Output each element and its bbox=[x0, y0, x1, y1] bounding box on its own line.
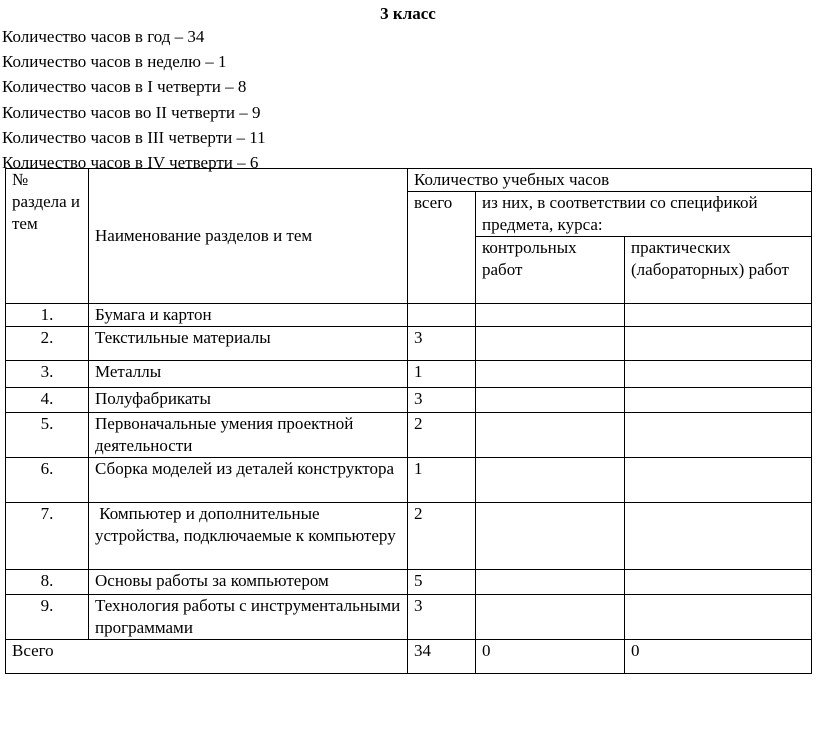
row-practical bbox=[625, 388, 812, 413]
table-row bbox=[6, 413, 812, 458]
row-control bbox=[476, 361, 625, 388]
row-control bbox=[476, 595, 625, 640]
row-practical bbox=[625, 458, 812, 503]
row-control bbox=[476, 503, 625, 570]
hours-per-week: Количество часов в неделю – 1 bbox=[2, 52, 227, 72]
header-control: контрольных работ bbox=[476, 237, 625, 304]
row-practical bbox=[625, 595, 812, 640]
curriculum-table bbox=[5, 168, 812, 674]
row-num: 3. bbox=[6, 361, 89, 388]
row-practical bbox=[625, 304, 812, 327]
document-title: 3 класс bbox=[380, 4, 436, 23]
table-row bbox=[6, 458, 812, 503]
row-total: 5 bbox=[408, 570, 476, 595]
row-total bbox=[408, 304, 476, 327]
row-control bbox=[476, 413, 625, 458]
hours-quarter-1: Количество часов в I четверти – 8 bbox=[2, 77, 247, 97]
row-name: Компьютер и дополнительные устройства, подключаемые к компьютеру bbox=[89, 503, 408, 570]
row-name: Первоначальные умения проектной деятельности bbox=[89, 413, 408, 458]
row-practical bbox=[625, 503, 812, 570]
table-row bbox=[6, 388, 812, 413]
hours-per-year: Количество часов в год – 34 bbox=[2, 27, 205, 46]
row-num: 6. bbox=[6, 458, 89, 503]
row-name: Основы работы за компьютером bbox=[89, 570, 408, 595]
table-row bbox=[6, 304, 812, 327]
row-total: 3 bbox=[408, 388, 476, 413]
row-num: 1. bbox=[6, 304, 89, 327]
row-num: 9. bbox=[6, 595, 89, 640]
row-name: Сборка моделей из деталей конструктора bbox=[89, 458, 408, 503]
hours-quarter-3: Количество часов в III четверти – 11 bbox=[2, 127, 266, 147]
row-practical bbox=[625, 361, 812, 388]
row-total: 2 bbox=[408, 413, 476, 458]
row-total: 1 bbox=[408, 458, 476, 503]
table-row bbox=[6, 595, 812, 640]
row-name: Бумага и картон bbox=[89, 304, 408, 327]
row-num: 2. bbox=[6, 327, 89, 361]
hours-quarter-4: Количество часов в IV четверти – 6 bbox=[2, 153, 259, 173]
total-control: 0 bbox=[476, 640, 625, 674]
row-total: 3 bbox=[408, 595, 476, 640]
row-num: 4. bbox=[6, 388, 89, 413]
header-name: Наименование разделов и тем bbox=[89, 169, 408, 304]
hours-summary bbox=[2, 24, 266, 175]
header-row bbox=[6, 169, 812, 192]
row-practical bbox=[625, 327, 812, 361]
row-total: 3 bbox=[408, 327, 476, 361]
row-num: 7. bbox=[6, 503, 89, 570]
header-num: № раздела и тем bbox=[6, 169, 89, 304]
hours-quarter-2: Количество часов во II четверти – 9 bbox=[2, 102, 261, 122]
row-control bbox=[476, 458, 625, 503]
header-of-which: из них, в соответствии со спецификой предмета, курса: bbox=[476, 192, 812, 237]
row-control bbox=[476, 570, 625, 595]
row-control bbox=[476, 388, 625, 413]
header-total: всего bbox=[408, 192, 476, 304]
header-hours: Количество учебных часов bbox=[408, 169, 812, 192]
total-label: Всего bbox=[6, 640, 408, 674]
row-total: 2 bbox=[408, 503, 476, 570]
row-name: Текстильные материалы bbox=[89, 327, 408, 361]
row-control bbox=[476, 304, 625, 327]
row-name: Технология работы с инструментальными программами bbox=[89, 595, 408, 640]
total-hours: 34 bbox=[408, 640, 476, 674]
total-practical: 0 bbox=[625, 640, 812, 674]
row-control bbox=[476, 327, 625, 361]
row-name: Полуфабрикаты bbox=[89, 388, 408, 413]
row-practical bbox=[625, 570, 812, 595]
row-total: 1 bbox=[408, 361, 476, 388]
row-num: 5. bbox=[6, 413, 89, 458]
row-name: Металлы bbox=[89, 361, 408, 388]
table-row bbox=[6, 327, 812, 361]
table-row bbox=[6, 361, 812, 388]
total-row bbox=[6, 640, 812, 674]
header-practical: практических (лабораторных) работ bbox=[625, 237, 812, 304]
table-row bbox=[6, 503, 812, 570]
row-practical bbox=[625, 413, 812, 458]
row-num: 8. bbox=[6, 570, 89, 595]
table-row bbox=[6, 570, 812, 595]
